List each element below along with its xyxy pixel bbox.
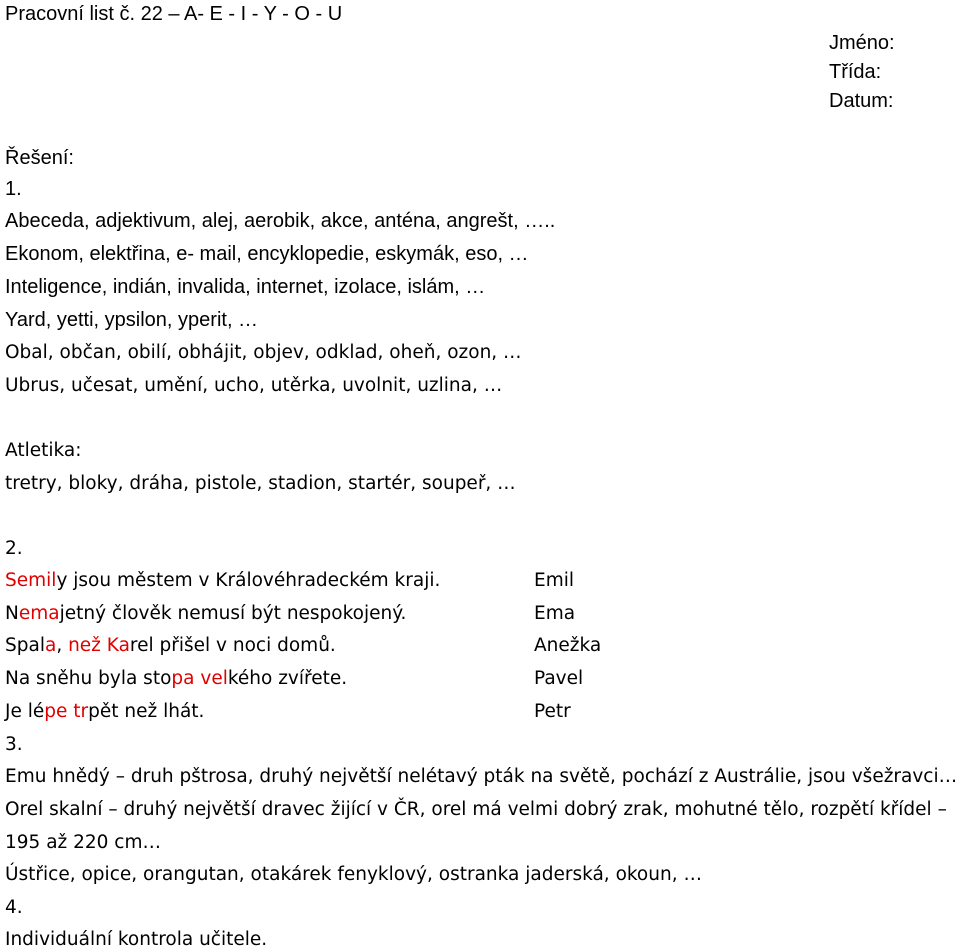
section-1-line: Ekonom, elektřina, e- mail, encyklopedie, eskymák, eso, … — [5, 243, 529, 265]
section-4-number: 4. — [5, 897, 23, 918]
worksheet-title: Pracovní list č. 22 – A- E - I - Y - O - U — [5, 3, 343, 25]
section-1-line: Inteligence, indián, invalida, internet, izolace, islám, … — [5, 276, 486, 298]
sentence — [5, 569, 440, 593]
hidden-name: Petr — [534, 701, 571, 722]
sentence-fragment: rel přišel v noci domů. — [129, 635, 336, 656]
date-label: Datum: — [829, 90, 894, 112]
section-3-line: Orel skalní – druhý největší dravec žijící v ČR, orel má velmi dobrý zrak, mohutné tělo, rozpětí křídel – — [5, 799, 947, 820]
class-label: Třída: — [829, 61, 882, 83]
section-1-line: Ubrus, učesat, umění, ucho, utěrka, uvolnit, uzlina, … — [5, 375, 503, 396]
sentence-fragment: jetný člověk nemusí být nespokojený. — [59, 603, 407, 624]
sentence — [5, 634, 336, 658]
hidden-name: Ema — [534, 603, 576, 624]
solution-label: Řešení: — [5, 147, 74, 169]
section-1-line: Obal, občan, obilí, obhájit, objev, odklad, oheň, ozon, … — [5, 342, 522, 363]
sentence-fragment: pět než lhát. — [88, 701, 205, 722]
sentence-fragment: kého zvířete. — [227, 668, 348, 689]
highlighted-fragment: ema — [18, 603, 60, 624]
sentence-fragment: Na sněhu byla sto — [5, 668, 172, 689]
sentence-fragment: N — [5, 603, 19, 624]
hidden-name: Anežka — [534, 635, 602, 656]
highlighted-fragment: Semil — [5, 570, 57, 591]
highlighted-fragment: než Ka — [68, 635, 130, 656]
athletics-line: tretry, bloky, dráha, pistole, stadion, startér, soupeř, … — [5, 473, 516, 494]
sentence — [5, 667, 347, 691]
section-2-number: 2. — [5, 538, 23, 559]
sentence — [5, 700, 204, 724]
section-1-number: 1. — [5, 178, 22, 200]
section-4-line: Individuální kontrola učitele. — [5, 929, 268, 950]
section-3-number: 3. — [5, 734, 23, 755]
sentence-fragment: Spal — [5, 635, 45, 656]
athletics-label: Atletika: — [5, 440, 82, 461]
section-1-line: Abeceda, adjektivum, alej, aerobik, akce, anténa, angrešt, ….. — [5, 210, 556, 232]
highlighted-fragment: pe tr — [44, 701, 89, 722]
sentence — [5, 602, 406, 626]
sentence-fragment: y jsou městem v Královéhradeckém kraji. — [56, 570, 441, 591]
hidden-name: Pavel — [534, 668, 584, 689]
section-1-line: Yard, yetti, ypsilon, yperit, … — [5, 309, 259, 331]
hidden-name: Emil — [534, 570, 574, 591]
sentence-fragment: , — [56, 635, 69, 656]
sentence-fragment: Je lé — [5, 701, 45, 722]
highlighted-fragment: pa vel — [171, 668, 228, 689]
section-3-line: Emu hnědý – druh pštrosa, druhý největší nelétavý pták na světě, pochází z Austrálie, jsou všežravci… — [5, 766, 958, 787]
section-3-line: 195 až 220 cm… — [5, 832, 162, 853]
section-3-line: Ústřice, opice, orangutan, otakárek fenyklový, ostranka jaderská, okoun, … — [5, 864, 702, 885]
name-label: Jméno: — [829, 32, 895, 54]
highlighted-fragment: a — [44, 635, 57, 656]
